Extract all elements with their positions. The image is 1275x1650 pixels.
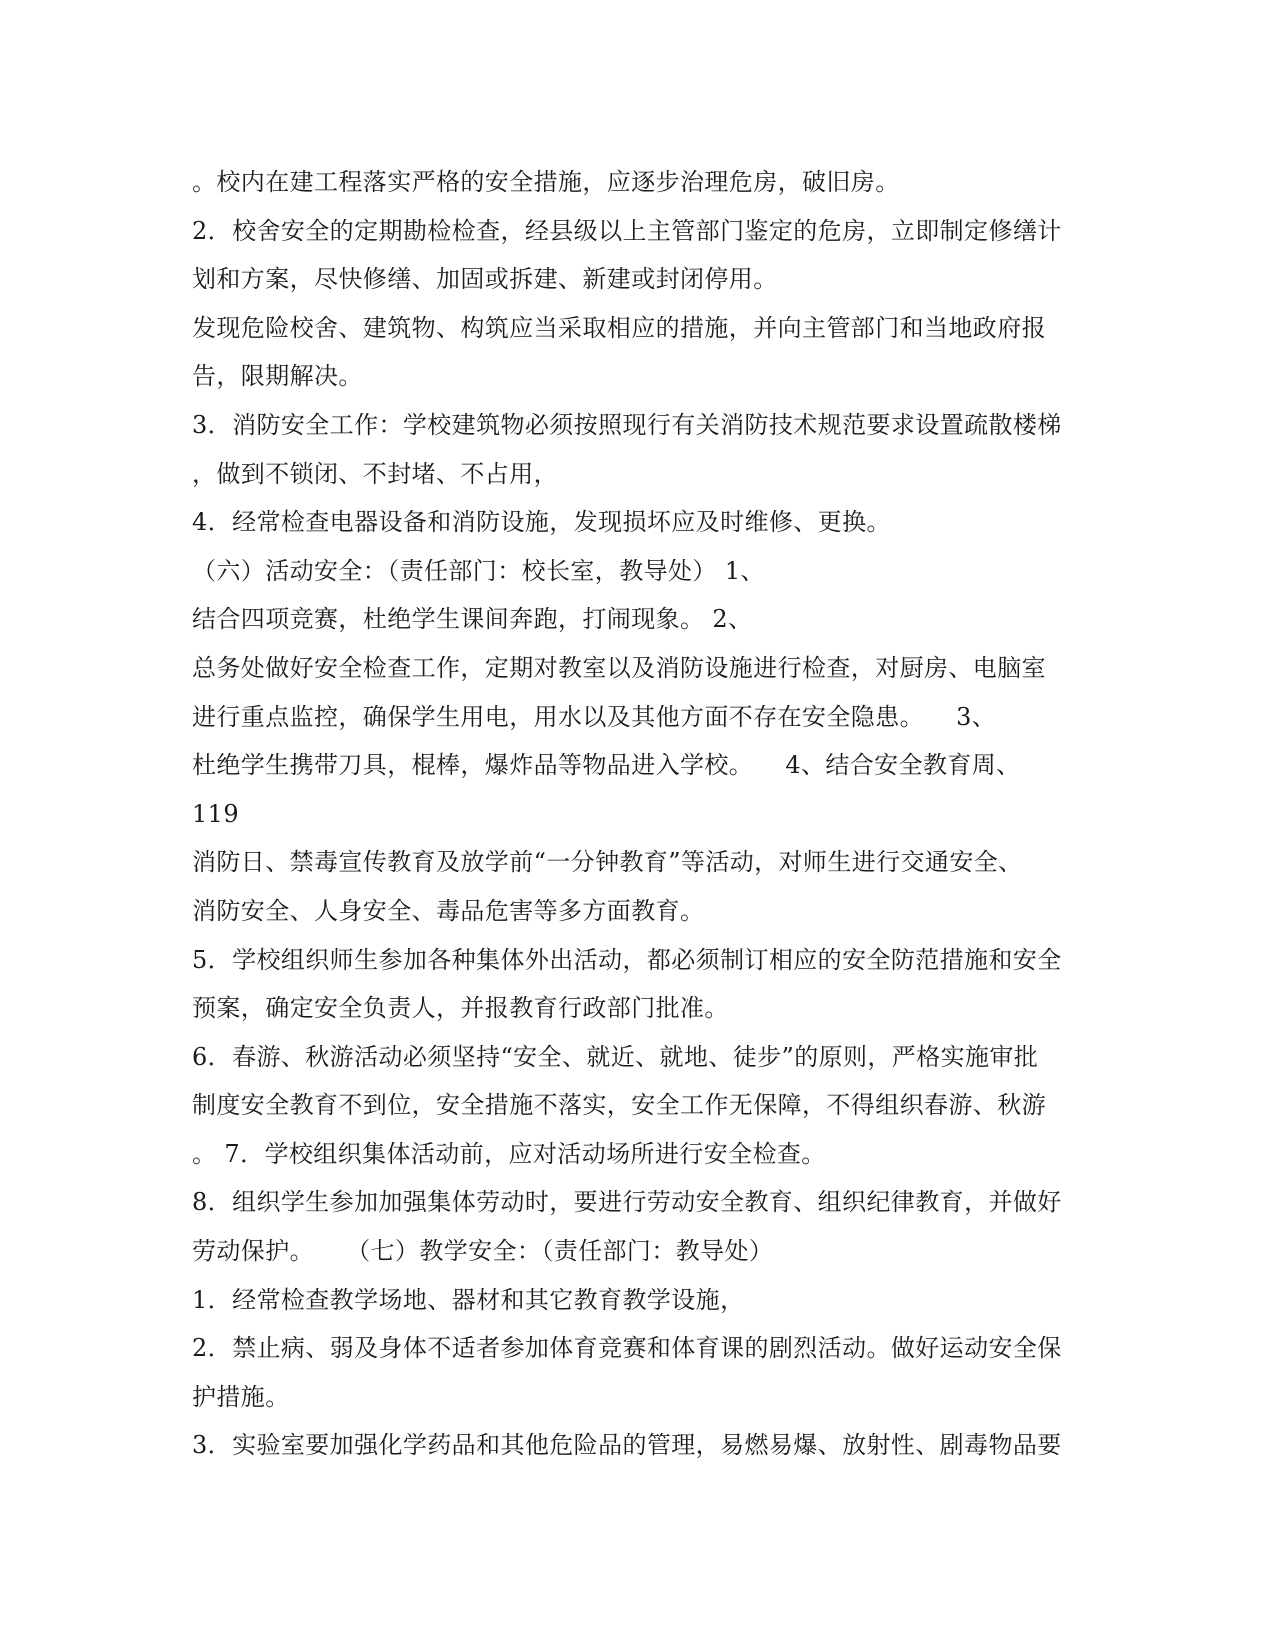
text-line: 进行重点监控，确保学生用电，用水以及其他方面不存在安全隐患。 3、 — [192, 702, 997, 731]
text-line: 结合四项竞赛，杜绝学生课间奔跑，打闹现象。 2、 — [192, 605, 753, 634]
text-line: 。 7．学校组织集体活动前，应对活动场所进行安全检查。 — [192, 1139, 826, 1168]
text-line: 8．组织学生参加加强集体劳动时，要进行劳动安全教育、组织纪律教育，并做好 — [192, 1188, 1062, 1217]
text-line: 制度安全教育不到位，安全措施不落实，安全工作无保障，不得组织春游、秋游 — [192, 1091, 1046, 1120]
text-line: 消防安全、人身安全、毒品危害等多方面教育。 — [192, 896, 705, 925]
text-line: 5．学校组织师生参加各种集体外出活动，都必须制订相应的安全防范措施和安全 — [192, 945, 1062, 974]
text-line: 6．春游、秋游活动必须坚持“安全、就近、就地、徒步”的原则，严格实施审批 — [192, 1042, 1039, 1071]
text-line: 总务处做好安全检查工作，定期对教室以及消防设施进行检查，对厨房、电脑室 — [192, 653, 1046, 682]
text-line: 发现危险校舍、建筑物、构筑应当采取相应的措施，并向主管部门和当地政府报 — [192, 313, 1046, 342]
text-line: 4．经常检查电器设备和消防设施，发现损坏应及时维修、更换。 — [192, 508, 891, 537]
text-line: 消防日、禁毒宣传教育及放学前“一分钟教育”等活动，对师生进行交通安全、 — [192, 848, 1023, 877]
text-line: 3．消防安全工作：学校建筑物必须按照现行有关消防技术规范要求设置疏散楼梯 — [192, 410, 1062, 439]
text-line: 2．校舍安全的定期勘检检查，经县级以上主管部门鉴定的危房，立即制定修缮计 — [192, 216, 1062, 245]
section-heading-activity-safety: （六）活动安全：（责任部门：校长室，教导处） 1、 — [192, 556, 765, 585]
text-line: 护措施。 — [192, 1382, 290, 1411]
section-heading-teaching-safety: 劳动保护。 （七）教学安全：（责任部门：教导处） — [192, 1237, 774, 1266]
text-line: 。校内在建工程落实严格的安全措施，应逐步治理危房，破旧房。 — [192, 168, 900, 196]
text-line: 划和方案，尽快修缮、加固或拆建、新建或封闭停用。 — [192, 265, 778, 294]
text-line: 杜绝学生携带刀具，棍棒，爆炸品等物品进入学校。 4、结合安全教育周、 — [192, 751, 1021, 780]
text-line: 3．实验室要加强化学药品和其他危险品的管理，易燃易爆、放射性、剧毒物品要 — [192, 1431, 1062, 1460]
text-line: 1．经常检查教学场地、器材和其它教育教学设施， — [192, 1285, 745, 1314]
text-line: 预案，确定安全负责人，并报教育行政部门批准。 — [192, 994, 729, 1023]
text-line: 2．禁止病、弱及身体不适者参加体育竞赛和体育课的剧烈活动。做好运动安全保 — [192, 1334, 1062, 1363]
text-line: 119 — [192, 799, 240, 828]
text-line: 告，限期解决。 — [192, 362, 363, 391]
text-line: ，做到不锁闭、不封堵、不占用， — [192, 459, 558, 488]
body-text — [192, 158, 1092, 1470]
